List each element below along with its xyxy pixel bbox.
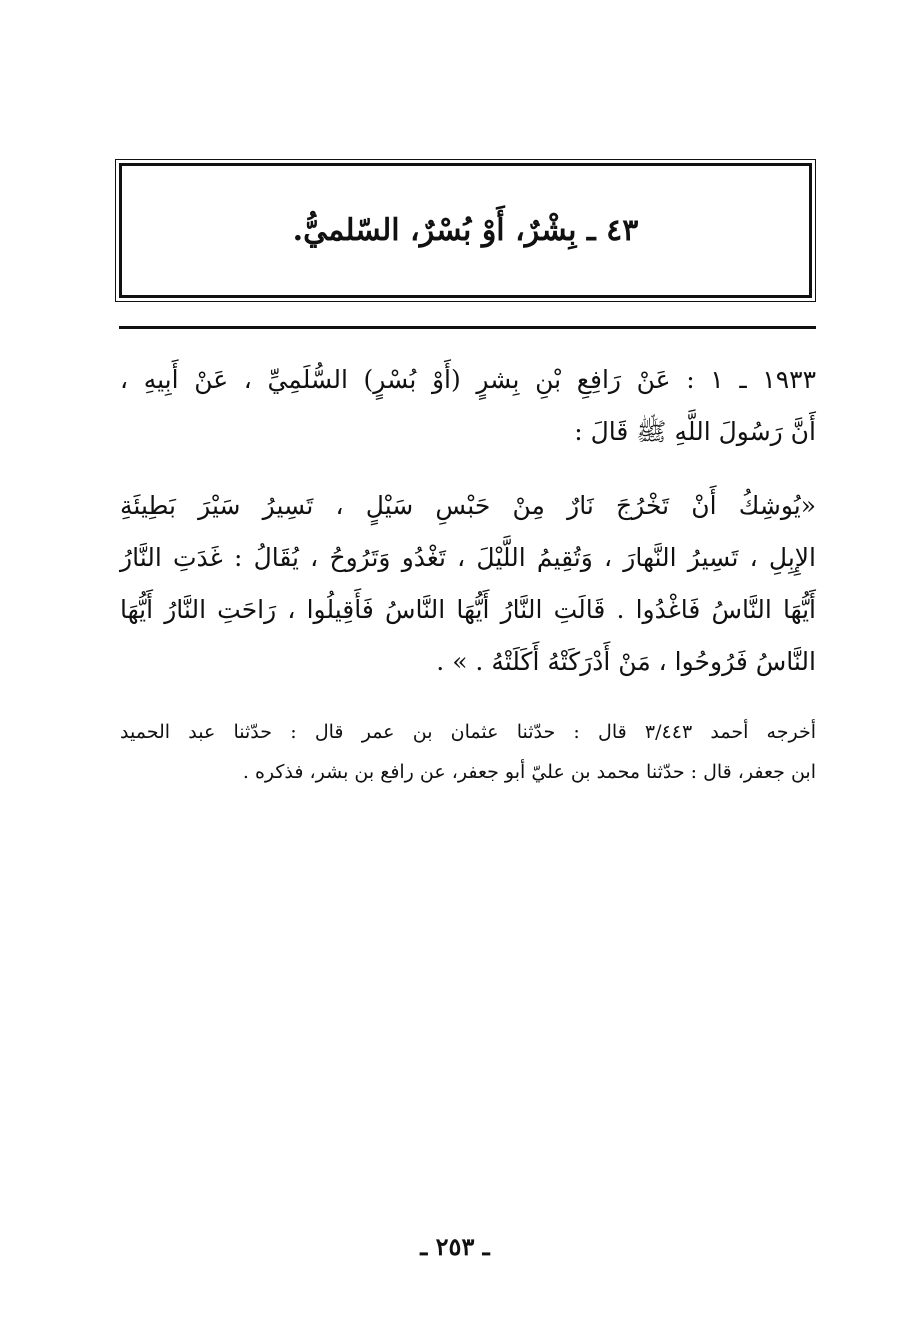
hadith-text: [120, 480, 816, 688]
takhrij-note: [120, 712, 816, 792]
takhrij-line: ابن جعفر، قال : حدّثنا محمد بن عليّ أبو جعفر، عن رافع بن بشر، فذكره .: [242, 761, 816, 783]
hadith-text-line: النَّاسُ فَرُوحُوا ، مَنْ أَدْرَكَتْهُ أَكَلَتْهُ . » .: [436, 647, 816, 676]
chapter-title-box: [119, 163, 812, 298]
section-divider: [119, 326, 816, 329]
hadith-chain-line: أَنَّ رَسُولَ اللَّهِ ﷺ قَالَ :: [574, 417, 816, 446]
hadith-chain: [120, 354, 816, 458]
hadith-text-line: أَيُّهَا النَّاسُ فَاغْدُوا . قَالَتِ النَّارُ أَيُّهَا النَّاسُ فَأَقِيلُوا ، رَاحَتِ النَّارُ أَيُّهَا: [120, 595, 816, 624]
page-number: ـ ٢٥٣ ـ: [420, 1232, 490, 1261]
takhrij-line: أخرجه أحمد ٣/٤٤٣ قال : حدّثنا عثمان بن عمر قال : حدّثنا عبد الحميد: [120, 721, 816, 743]
chapter-title: ٤٣ ـ بِشْرٌ، أَوْ بُسْرٌ، السّلميُّ.: [292, 213, 639, 248]
hadith-text-line: «يُوشِكُ أَنْ تَخْرُجَ نَارٌ مِنْ حَبْسِ سَيْلٍ ، تَسِيرُ سَيْرَ بَطِيئَةِ: [120, 491, 816, 520]
hadith-text-line: الإِبِلِ ، تَسِيرُ النَّهارَ ، وَتُقِيمُ اللَّيْلَ ، تَغْدُو وَتَرُوحُ ، يُقَالُ : غَدَتِ النَّارُ: [120, 543, 816, 572]
hadith-chain-line: ١٩٣٣ ـ ١ : عَنْ رَافِعِ بْنِ بِشرٍ (أَوْ بُسْرٍ) السُّلَمِيِّ ، عَنْ أَبِيهِ ،: [120, 365, 816, 394]
